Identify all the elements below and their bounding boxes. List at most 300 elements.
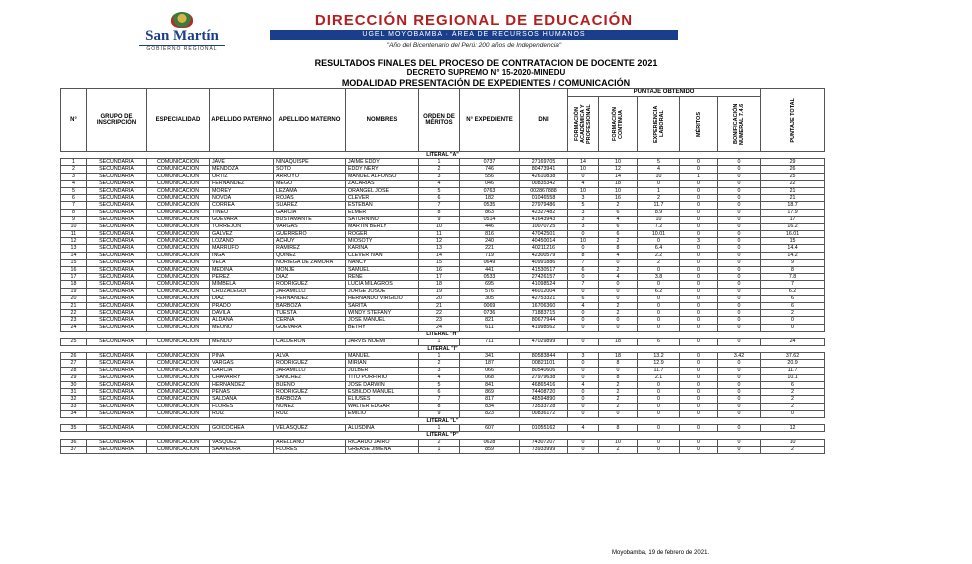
table-cell: 41098524 (520, 281, 568, 288)
table-cell: 2 (761, 446, 825, 453)
table-cell: 0069 (460, 302, 520, 309)
table-cell: 2 (761, 403, 825, 410)
table-cell: 0 (568, 288, 599, 295)
table-cell: PEREZ (210, 274, 274, 281)
table-cell: 240 (460, 238, 520, 245)
table-cell: BARBOZA (274, 396, 346, 403)
table-row (61, 231, 825, 238)
table-cell: 0 (680, 274, 718, 281)
table-cell: 0 (638, 267, 680, 274)
table-cell: 35 (61, 425, 87, 432)
table-cell: 9 (761, 259, 825, 266)
table-cell: 0 (718, 281, 761, 288)
table-cell: SECUNDARIA (87, 446, 147, 453)
table-cell: 8 (599, 245, 638, 252)
table-row (61, 166, 825, 173)
table-cell: 01055162 (520, 425, 568, 432)
table-cell: 11 (419, 231, 460, 238)
table-cell: 8 (599, 360, 638, 367)
table-cell: 21 (761, 187, 825, 194)
col-header-total-label: PUNTAJE TOTAL (789, 97, 796, 143)
table-cell: 0 (638, 324, 680, 331)
table-cell: COMUNICACIÓN (147, 173, 210, 180)
table-cell: SECUNDARIA (87, 202, 147, 209)
table-cell: ARROYO (274, 173, 346, 180)
col-header-formacion-continua-label: FORMACIÓN CONTINUA (612, 107, 624, 141)
table-cell: FLORES (274, 446, 346, 453)
table-cell: SECUNDARIA (87, 389, 147, 396)
table-cell: 20.9 (761, 360, 825, 367)
table-cell: 8.9 (638, 209, 680, 216)
table-cell: SECUNDARIA (87, 353, 147, 360)
table-cell: COMUNICACIÓN (147, 317, 210, 324)
table-cell: 12 (761, 425, 825, 432)
col-header-experiencia (638, 97, 680, 152)
table-cell: COMUNICACIÓN (147, 252, 210, 259)
table-cell: 11.7 (638, 202, 680, 209)
table-cell: 7.8 (761, 274, 825, 281)
table-cell: 0 (638, 382, 680, 389)
table-cell: 42753321 (520, 295, 568, 302)
table-cell: 6.4 (638, 245, 680, 252)
table-cell: ALDANA (210, 317, 274, 324)
table-row (61, 425, 825, 432)
table-cell: NINAQUISPE (274, 159, 346, 166)
table-cell: GUEVARA (274, 324, 346, 331)
table-cell: MIMBELA (210, 281, 274, 288)
table-cell: 0 (638, 281, 680, 288)
table-cell: COMUNICACIÓN (147, 187, 210, 194)
table-cell: 19 (61, 288, 87, 295)
table-cell: 17 (419, 274, 460, 281)
table-cell: SANCHEZ (274, 374, 346, 381)
table-cell: CLEVER (346, 195, 419, 202)
col-header-apellido-materno: APELLIDO MATERNO (274, 89, 346, 152)
table-row (61, 245, 825, 252)
table-cell: 0 (599, 288, 638, 295)
table-cell: 0 (718, 403, 761, 410)
table-cell: 40991886 (520, 259, 568, 266)
table-cell: 3 (419, 173, 460, 180)
table-cell: 40450014 (520, 238, 568, 245)
table-cell: 10.01 (638, 231, 680, 238)
table-cell: SECUNDARIA (87, 216, 147, 223)
table-cell: 12 (599, 166, 638, 173)
table-cell: 4 (419, 180, 460, 187)
table-cell: SARITA (346, 302, 419, 309)
table-cell: TUESTA (274, 310, 346, 317)
table-cell: 41643943 (520, 216, 568, 223)
table-cell: 2 (599, 403, 638, 410)
table-cell: 25 (761, 173, 825, 180)
table-cell: CRUZALEGUI (210, 288, 274, 295)
table-cell: 2 (638, 195, 680, 202)
table-cell: MENDO (210, 338, 274, 345)
col-header-experiencia-label: EXPERIENCIA LABORAL (652, 105, 665, 143)
table-cell: RODRIGUEZ (274, 281, 346, 288)
table-cell: 0 (680, 410, 718, 417)
table-cell: MARRUFO (210, 245, 274, 252)
table-cell: 0 (568, 396, 599, 403)
table-cell: 27426157 (520, 274, 568, 281)
table-cell: 2 (61, 166, 87, 173)
table-cell: SECUNDARIA (87, 288, 147, 295)
table-cell: 0 (718, 317, 761, 324)
table-cell: 0 (599, 410, 638, 417)
header-row-top (61, 89, 825, 97)
table-cell: 0 (680, 302, 718, 309)
table-cell: 823 (460, 410, 520, 417)
table-cell: 4 (419, 374, 460, 381)
table-cell: 2.1 (638, 374, 680, 381)
table-cell: 46012004 (520, 288, 568, 295)
table-cell: 0 (718, 180, 761, 187)
table-cell: 0763 (460, 187, 520, 194)
table-cell: MEGO (274, 180, 346, 187)
table-cell: 0 (599, 367, 638, 374)
table-cell: COMUNICACIÓN (147, 245, 210, 252)
table-cell: SECUNDARIA (87, 403, 147, 410)
table-cell: 0 (718, 374, 761, 381)
table-cell: 0 (680, 231, 718, 238)
table-cell: COMUNICACIÓN (147, 180, 210, 187)
table-cell: 1 (419, 446, 460, 453)
table-cell: 2 (599, 302, 638, 309)
table-cell: COMUNICACIÓN (147, 410, 210, 417)
table-row (61, 396, 825, 403)
table-cell: SECUNDARIA (87, 360, 147, 367)
table-cell: 22 (61, 310, 87, 317)
table-cell: 15 (61, 259, 87, 266)
table-cell: 14 (599, 173, 638, 180)
table-cell: COMUNICACIÓN (147, 324, 210, 331)
table-row (61, 439, 825, 446)
table-cell: 7 (419, 396, 460, 403)
literal-label: LITERAL "P" (61, 432, 825, 439)
table-cell: ACHUY (274, 238, 346, 245)
table-cell: 0 (718, 389, 761, 396)
table-cell: RUIZ (210, 410, 274, 417)
table-cell: COMUNICACIÓN (147, 195, 210, 202)
table-cell: 80677944 (520, 317, 568, 324)
table-cell: 0 (718, 425, 761, 432)
table-cell: 0 (680, 295, 718, 302)
table-cell: 7 (568, 259, 599, 266)
table-cell: 0 (568, 439, 599, 446)
table-row (61, 353, 825, 360)
table-cell: SECUNDARIA (87, 374, 147, 381)
table-cell: JARAMILLO (274, 288, 346, 295)
table-row (61, 281, 825, 288)
table-cell: 1 (680, 173, 718, 180)
table-cell: 6.2 (761, 288, 825, 295)
table-cell: 611 (460, 324, 520, 331)
table-cell: JOSE DARWIN (346, 382, 419, 389)
table-cell: 00836172 (520, 410, 568, 417)
table-cell: 13.2 (638, 353, 680, 360)
table-cell: 182 (460, 195, 520, 202)
table-cell: NORIEGA DE ZAMORA (274, 259, 346, 266)
table-cell: 0 (638, 403, 680, 410)
table-cell: SAMUEL (346, 267, 419, 274)
table-cell: 2 (599, 396, 638, 403)
table-cell: 746 (460, 166, 520, 173)
table-cell: WALTER EDGAR (346, 403, 419, 410)
table-cell: HERNANDO VIRGILIO (346, 295, 419, 302)
literal-row (61, 432, 825, 439)
table-cell: 12 (419, 238, 460, 245)
table-cell: 0 (680, 317, 718, 324)
table-cell: SUAREZ (274, 202, 346, 209)
table-row (61, 202, 825, 209)
table-cell: 9 (419, 410, 460, 417)
table-cell: 17.9 (761, 209, 825, 216)
table-cell: NOVOA (210, 195, 274, 202)
table-cell: 0 (599, 295, 638, 302)
table-cell: 42610838 (520, 173, 568, 180)
table-cell: 10.1 (761, 374, 825, 381)
table-cell: ESBILDO MANUEL (346, 389, 419, 396)
table-cell: SECUNDARIA (87, 231, 147, 238)
table-cell: 4 (568, 425, 599, 432)
table-cell: COMUNICACIÓN (147, 367, 210, 374)
table-cell: 22 (419, 310, 460, 317)
table-row (61, 374, 825, 381)
table-cell: SECUNDARIA (87, 259, 147, 266)
table-cell: 0 (718, 396, 761, 403)
literal-row (61, 331, 825, 338)
table-cell: 00821101 (520, 360, 568, 367)
table-cell: 8 (61, 209, 87, 216)
table-cell: 15 (419, 259, 460, 266)
col-header-meritos (680, 97, 718, 152)
table-cell: 1 (419, 353, 460, 360)
table-cell: COMUNICACIÓN (147, 338, 210, 345)
table-cell: 10 (568, 187, 599, 194)
table-cell: GUEVARA (210, 216, 274, 223)
table-cell: 305 (460, 295, 520, 302)
table-cell: 16.01 (761, 231, 825, 238)
table-cell: DAVILA (210, 310, 274, 317)
table-cell: 25 (61, 338, 87, 345)
table-cell: 0 (718, 259, 761, 266)
table-cell: 0 (718, 302, 761, 309)
table-row (61, 267, 825, 274)
table-cell: 7 (419, 202, 460, 209)
table-cell: SECUNDARIA (87, 310, 147, 317)
table-cell: 0 (568, 310, 599, 317)
table-cell: COMUNICACIÓN (147, 209, 210, 216)
table-cell: 80540606 (520, 367, 568, 374)
table-cell: 7 (761, 281, 825, 288)
table-cell: 73933999 (520, 446, 568, 453)
table-cell: 187 (460, 360, 520, 367)
table-cell: 0 (718, 310, 761, 317)
table-cell: DIAZ (210, 295, 274, 302)
san-martin-logo (128, 12, 236, 52)
table-cell: 0 (638, 295, 680, 302)
table-cell: 0 (680, 374, 718, 381)
table-cell: COMUNICACIÓN (147, 166, 210, 173)
table-cell: 14.2 (761, 252, 825, 259)
table-cell: COMUNICACIÓN (147, 295, 210, 302)
col-header-nombres: NOMBRES (346, 89, 419, 152)
table-cell: 46865416 (520, 382, 568, 389)
table-cell: LUCIA MILAGROS (346, 281, 419, 288)
table-cell: SECUNDARIA (87, 382, 147, 389)
table-cell: 10 (638, 216, 680, 223)
table-cell: 859 (460, 446, 520, 453)
table-cell: 73533728 (520, 403, 568, 410)
table-cell: 5 (568, 202, 599, 209)
table-cell: CORREA (210, 202, 274, 209)
table-cell: SECUNDARIA (87, 317, 147, 324)
table-cell: RODRIGUEZ (274, 360, 346, 367)
table-cell: SECUNDARIA (87, 295, 147, 302)
table-cell: 0 (718, 324, 761, 331)
table-cell: 3 (568, 209, 599, 216)
table-cell: MIRIAN (346, 360, 419, 367)
table-cell: 21 (761, 195, 825, 202)
table-cell: 066 (460, 367, 520, 374)
table-cell: 36 (61, 439, 87, 446)
table-cell: ORTIZ (210, 173, 274, 180)
table-cell: JARAMILLO (274, 367, 346, 374)
table-cell: 4 (568, 382, 599, 389)
table-cell: 0 (680, 195, 718, 202)
table-cell: ROGER (346, 231, 419, 238)
table-cell: 21 (61, 302, 87, 309)
table-cell: 74307207 (520, 439, 568, 446)
coat-of-arms-icon (171, 12, 193, 28)
table-cell: COMUNICACIÓN (147, 288, 210, 295)
table-cell: 28 (61, 367, 87, 374)
table-cell: MEOÑO (210, 324, 274, 331)
col-header-formacion-academica (568, 97, 599, 152)
table-cell: 6.2 (638, 288, 680, 295)
table-cell: SECUNDARIA (87, 425, 147, 432)
table-cell: MONJE (274, 267, 346, 274)
table-cell: SECUNDARIA (87, 410, 147, 417)
table-cell: 8 (599, 374, 638, 381)
table-cell: COMUNICACIÓN (147, 281, 210, 288)
table-cell: QUIÑEZ (274, 252, 346, 259)
table-cell: CERNA (274, 317, 346, 324)
table-cell: 0 (680, 288, 718, 295)
table-cell: MEDINA (210, 267, 274, 274)
table-cell: 816 (460, 231, 520, 238)
table-cell: 4 (599, 216, 638, 223)
table-cell: 0514 (460, 216, 520, 223)
table-cell: COMUNICACIÓN (147, 238, 210, 245)
table-cell: 719 (460, 252, 520, 259)
col-header-total (761, 89, 825, 152)
table-cell: 0 (568, 338, 599, 345)
table-cell: ZACARIAS (346, 180, 419, 187)
table-cell: 1 (419, 338, 460, 345)
table-cell: 71883715 (520, 310, 568, 317)
table-cell: 6 (599, 223, 638, 230)
col-header-puntaje-obtenido: PUNTAJE OBTENIDO (568, 89, 761, 97)
table-cell: 0 (718, 202, 761, 209)
table-cell: ORANGEL JOSE (346, 187, 419, 194)
table-cell: 14 (419, 252, 460, 259)
table-cell: ALVA (274, 353, 346, 360)
table-cell: 0 (718, 446, 761, 453)
table-cell: SECUNDARIA (87, 195, 147, 202)
table-cell: ELMER (346, 209, 419, 216)
table-cell: 16706360 (520, 302, 568, 309)
table-cell: COMUNICACIÓN (147, 216, 210, 223)
table-cell: 0 (718, 252, 761, 259)
table-cell: VARGAS (210, 360, 274, 367)
col-header-grupo: GRUPO DE INSCRIPCIÓN (87, 89, 147, 152)
literal-label: LITERAL "H" (61, 331, 825, 338)
col-header-meritos-label: MÉRITOS (695, 111, 702, 137)
table-cell: 6 (568, 295, 599, 302)
table-cell: 30 (61, 382, 87, 389)
table-cell: 48594890 (520, 396, 568, 403)
table-cell: 4 (638, 166, 680, 173)
table-cell: 10 (568, 238, 599, 245)
table-cell: 8 (419, 209, 460, 216)
table-cell: 0 (680, 202, 718, 209)
decree-line: DECRETO SUPREMO N° 15-2020-MINEDU (406, 68, 566, 77)
table-cell: COMUNICACIÓN (147, 425, 210, 432)
col-header-orden: ORDEN DE MÉRITOS (419, 89, 460, 152)
table-cell: NUÑEZ (274, 403, 346, 410)
table-cell: GALVEZ (210, 231, 274, 238)
table-row (61, 389, 825, 396)
table-cell: 2 (419, 439, 460, 446)
table-cell: 0 (638, 310, 680, 317)
table-cell: SECUNDARIA (87, 173, 147, 180)
table-cell: 0 (761, 410, 825, 417)
table-row (61, 180, 825, 187)
literal-label: LITERAL "L" (61, 417, 825, 424)
table-cell: 0 (568, 446, 599, 453)
table-cell: GOICOCHEA (210, 425, 274, 432)
table-cell: 3 (568, 223, 599, 230)
table-cell: 0 (568, 360, 599, 367)
table-cell: INGA (210, 252, 274, 259)
table-row (61, 288, 825, 295)
table-cell: 0 (718, 187, 761, 194)
table-cell: 4 (568, 180, 599, 187)
table-cell: GUERRERO (274, 231, 346, 238)
institution-block (270, 12, 678, 49)
table-cell: 5 (61, 187, 87, 194)
table-cell: VELASQUEZ (274, 425, 346, 432)
table-cell: RAMIREZ (274, 245, 346, 252)
table-cell: 2 (761, 310, 825, 317)
table-cell: 4 (599, 252, 638, 259)
table-cell: 16.2 (761, 223, 825, 230)
table-cell: 869 (460, 389, 520, 396)
table-cell: MOREY (210, 187, 274, 194)
table-row (61, 367, 825, 374)
table-cell: 0 (680, 209, 718, 216)
table-cell: 0533 (460, 274, 520, 281)
table-cell: GARCIA (274, 209, 346, 216)
table-cell: SECUNDARIA (87, 267, 147, 274)
table-cell: 10 (568, 166, 599, 173)
table-cell: 0 (680, 159, 718, 166)
table-cell: SECUNDARIA (87, 166, 147, 173)
table-row (61, 216, 825, 223)
table-cell: 0 (718, 295, 761, 302)
table-cell: COMUNICACIÓN (147, 267, 210, 274)
